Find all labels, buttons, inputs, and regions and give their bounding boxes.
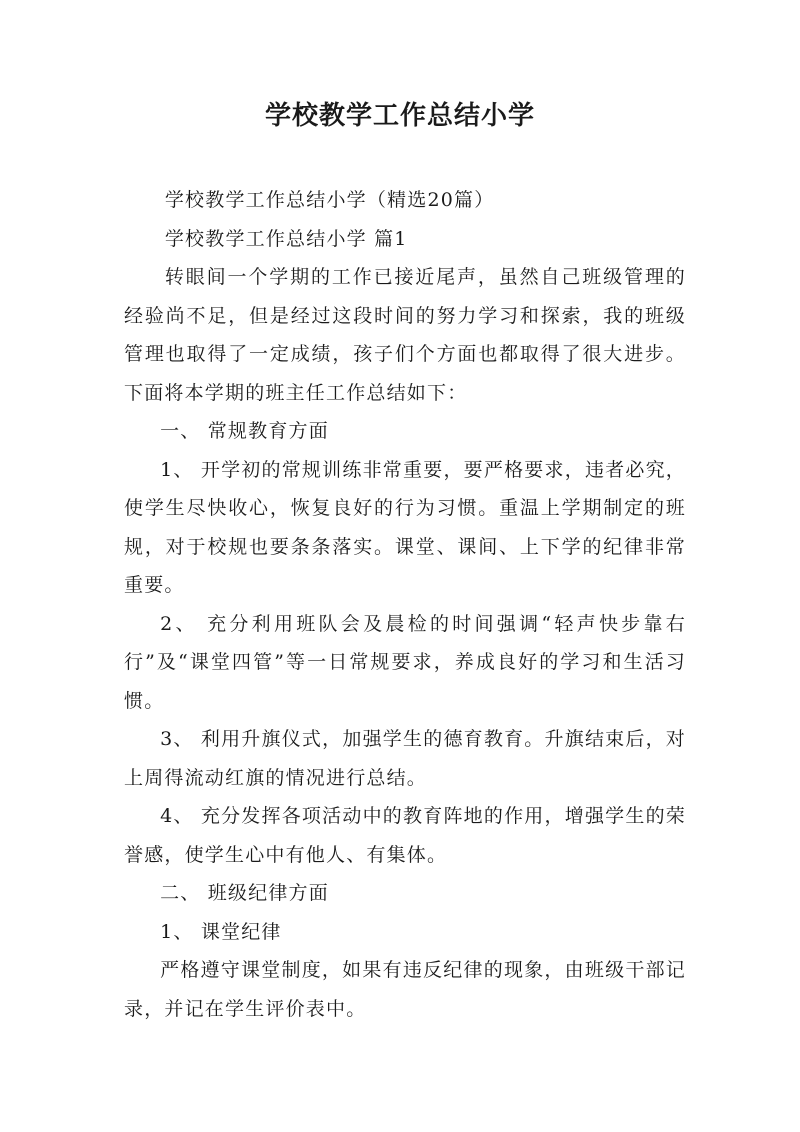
paragraph-intro: 转眼间一个学期的工作已接近尾声，虽然自己班级管理的经验尚不足，但是经过这段时间的努力学习和探索，我的班级管理也取得了一定成绩，孩子们个方面也都取得了很大进步。下面将本学期的班主任工作总结如下：	[124, 266, 686, 404]
paragraph-subtitle: 学校教学工作总结小学（精选20篇）	[164, 189, 495, 211]
paragraph-section-heading: 学校教学工作总结小学 篇1	[164, 227, 408, 250]
paragraph-item-4: 4、 充分发挥各项活动中的教育阵地的作用，增强学生的荣誉感，使学生心中有他人、有集体。	[124, 805, 686, 866]
paragraph-classroom-rules: 严格遵守课堂制度，如果有违反纪律的现象，由班级干部记录，并记在学生评价表中。	[124, 959, 686, 1020]
heading-class-discipline: 二、 班级纪律方面	[160, 882, 329, 904]
heading-routine-education: 一、 常规教育方面	[160, 420, 329, 442]
paragraph-item-1: 1、 开学初的常规训练非常重要，要严格要求，违者必究，使学生尽快收心，恢复良好的行为习惯。重温上学期制定的班规，对于校规也要条条落实。课堂、课间、上下学的纪律非常重要。	[124, 458, 686, 596]
heading-classroom-discipline: 1、 课堂纪律	[160, 920, 282, 943]
document-title: 学校教学工作总结小学	[264, 101, 535, 131]
paragraph-item-2: 2、 充分利用班队会及晨检的时间强调“轻声快步靠右行”及“课堂四管”等一日常规要求，养成良好的学习和生活习惯。	[124, 612, 686, 712]
paragraph-item-3: 3、 利用升旗仪式，加强学生的德育教育。升旗结束后，对上周得流动红旗的情况进行总结。	[124, 728, 686, 789]
document-body	[124, 181, 686, 1028]
